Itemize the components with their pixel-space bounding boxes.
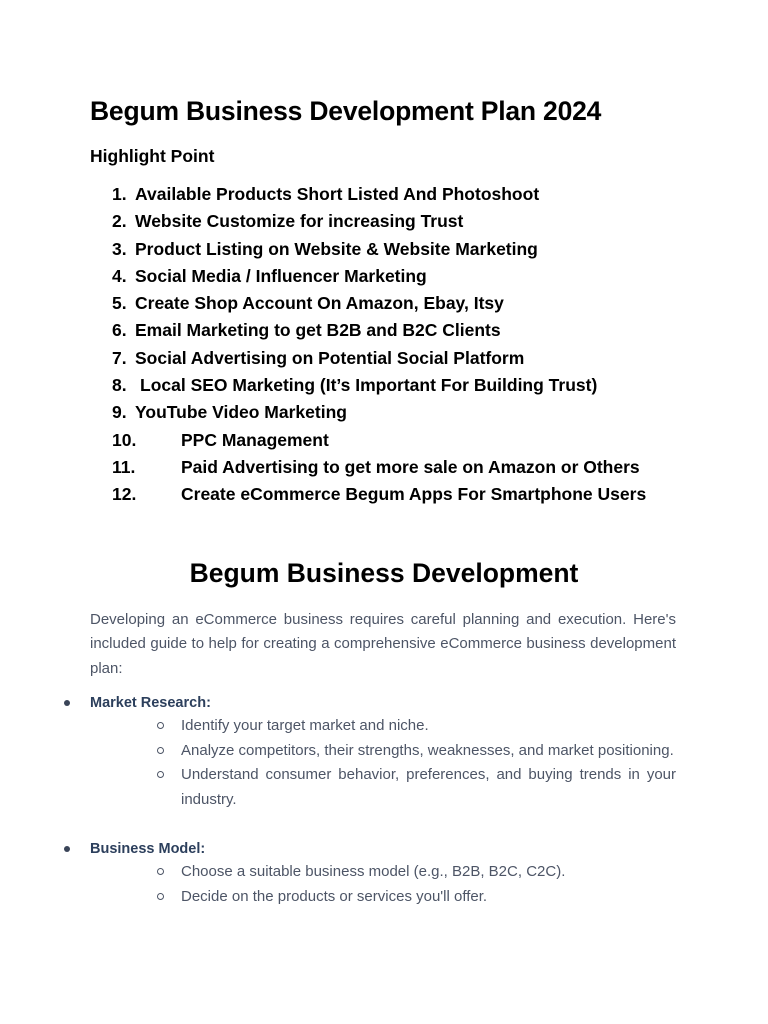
list-item bbox=[0, 885, 768, 910]
plan-item-text: Available Products Short Listed And Photoshoot bbox=[135, 184, 540, 204]
plan-item-text: Paid Advertising to get more sale on Amazon or Others bbox=[181, 456, 640, 477]
plan-item-number: 10. bbox=[112, 429, 137, 450]
list-item-text: Identify your target market and niche. bbox=[181, 717, 429, 734]
plan-item-text: Social Media / Influencer Marketing bbox=[135, 265, 427, 286]
list-item bbox=[0, 714, 768, 739]
highlight-heading: Highlight Point bbox=[90, 146, 215, 166]
list-item-text: Understand consumer behavior, preferences, and buying trends in your industry. bbox=[181, 766, 676, 808]
list-item bbox=[0, 739, 768, 764]
plan-item-number: 8. bbox=[112, 375, 127, 396]
list-item bbox=[0, 860, 768, 885]
plan-item-text: Social Advertising on Potential Social Platform bbox=[135, 347, 525, 368]
list-item-text: Analyze competitors, their strengths, weaknesses, and market positioning. bbox=[181, 741, 674, 759]
plan-item-number: 11. bbox=[112, 456, 136, 477]
intro-paragraph: Developing an eCommerce business requires careful planning and execution. Here's included guide to help for creating a comprehensive eCommerce business development plan: bbox=[90, 611, 676, 677]
list-item-text: Choose a suitable business model (e.g., B2B, B2C, C2C). bbox=[181, 863, 566, 880]
topic-sub-list bbox=[0, 860, 768, 909]
plan-item-text: Local SEO Marketing (It’s Important For Building Trust) bbox=[140, 375, 598, 396]
plan-item-text: YouTube Video Marketing bbox=[135, 402, 347, 423]
list-item-text: Decide on the products or services you'll offer. bbox=[181, 887, 488, 905]
plan-item-text: Email Marketing to get B2B and B2C Clients bbox=[135, 320, 501, 341]
plan-item-number: 1. bbox=[112, 184, 127, 204]
circle-bullet-icon bbox=[157, 868, 164, 875]
plan-item-number: 4. bbox=[112, 265, 127, 286]
plan-item-number: 3. bbox=[112, 238, 127, 259]
plan-item-text: Product Listing on Website & Website Marketing bbox=[135, 238, 538, 259]
topic-sub-list bbox=[0, 714, 768, 812]
bullet-icon bbox=[64, 846, 70, 852]
plan-item-number: 2. bbox=[112, 211, 127, 232]
plan-item-number: 7. bbox=[112, 347, 127, 368]
circle-bullet-icon bbox=[157, 893, 164, 900]
plan-item-text: Create Shop Account On Amazon, Ebay, Itsy bbox=[135, 293, 504, 314]
list-item bbox=[0, 763, 768, 812]
plan-item-number: 5. bbox=[112, 293, 127, 314]
plan-item-text: PPC Management bbox=[181, 429, 329, 450]
topic-heading: Market Research: bbox=[90, 695, 211, 711]
plan-item-number: 12. bbox=[112, 484, 137, 505]
section-title: Begum Business Development bbox=[189, 558, 579, 588]
plan-item-number: 6. bbox=[112, 320, 127, 341]
topic-heading: Business Model: bbox=[90, 841, 206, 857]
circle-bullet-icon bbox=[157, 722, 164, 729]
plan-item-text: Create eCommerce Begum Apps For Smartphone Users bbox=[181, 484, 647, 505]
circle-bullet-icon bbox=[157, 771, 164, 778]
document-title: Begum Business Development Plan 2024 bbox=[90, 96, 602, 126]
plan-item-number: 9. bbox=[112, 402, 127, 423]
plan-item-text: Website Customize for increasing Trust bbox=[135, 211, 464, 232]
bullet-icon bbox=[64, 700, 70, 706]
circle-bullet-icon bbox=[157, 747, 164, 754]
